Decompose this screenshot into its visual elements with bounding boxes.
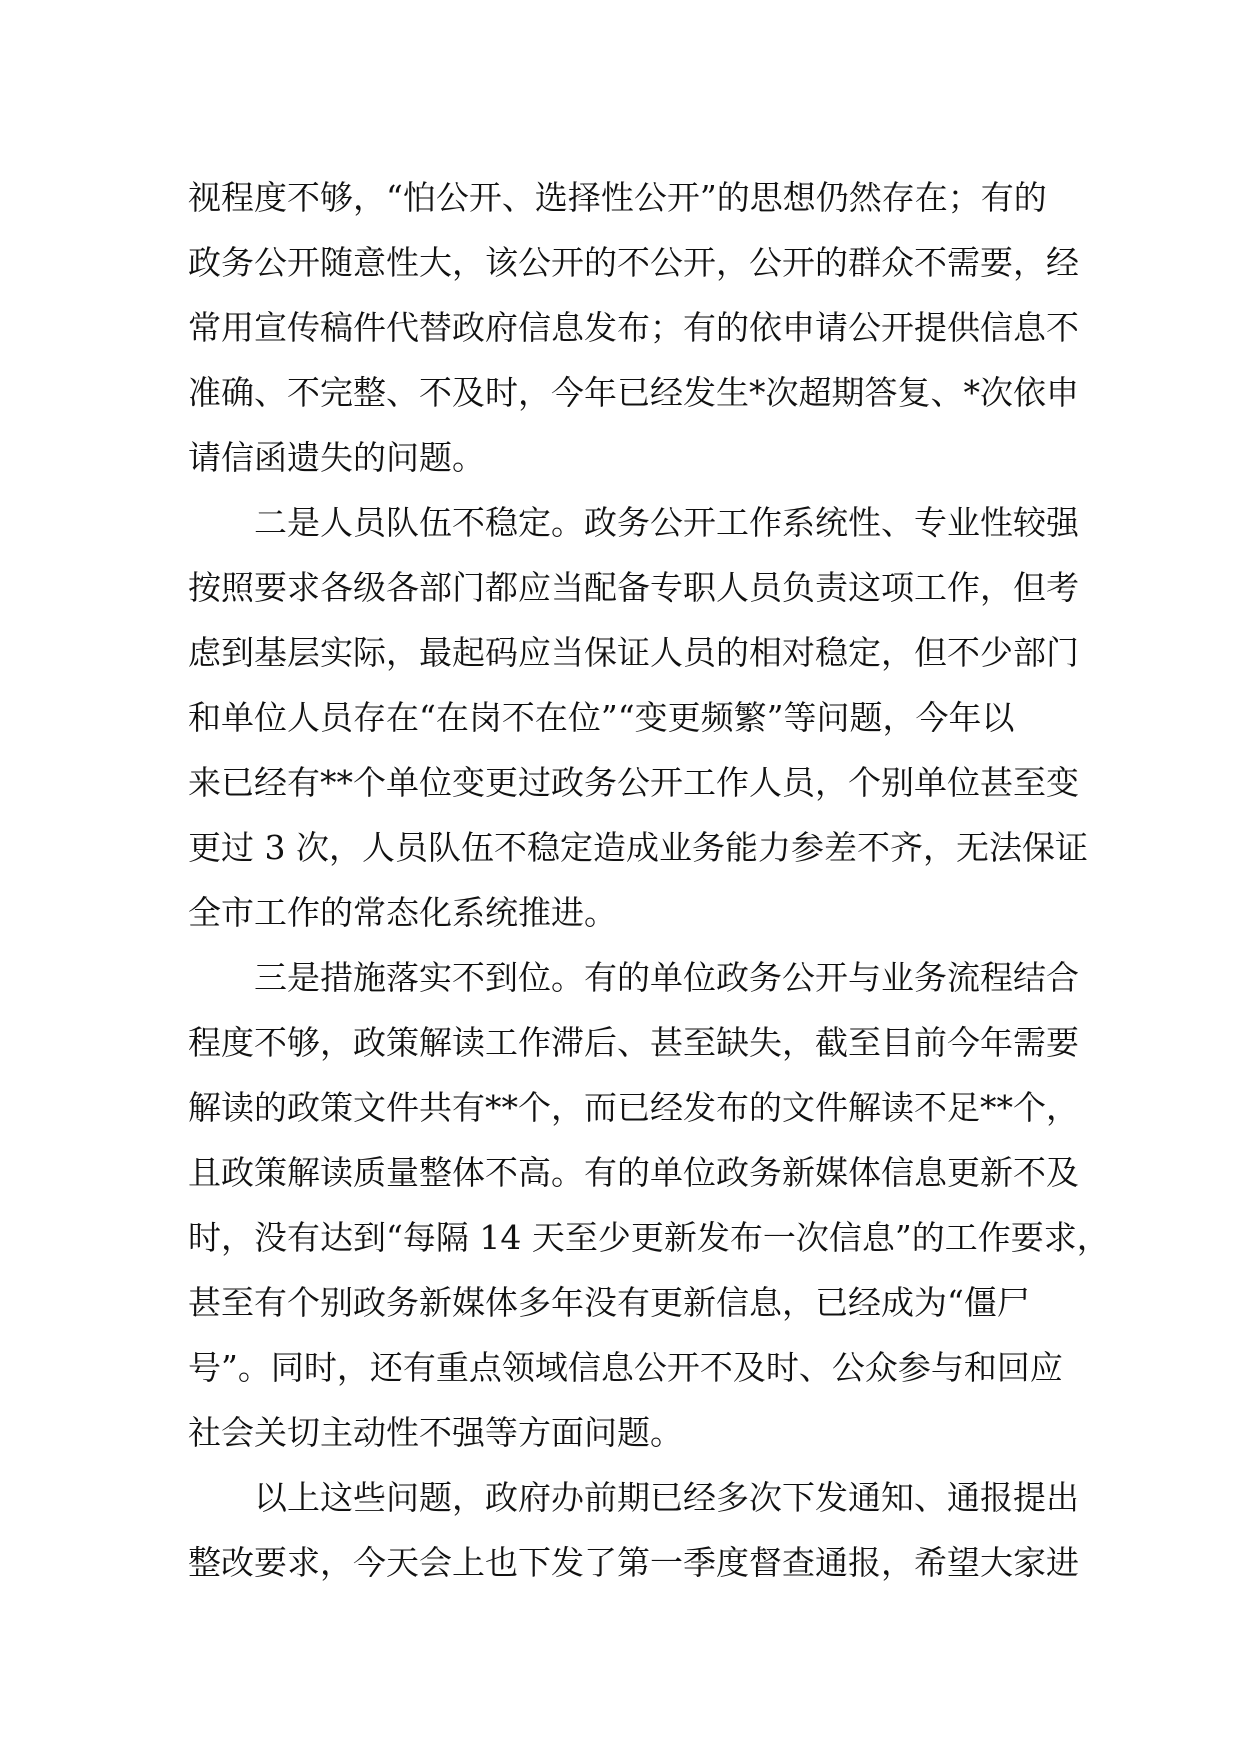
text-line: 虑到基层实际，最起码应当保证人员的相对稳定，但不少部门 bbox=[188, 633, 1079, 672]
text-line: 号”。同时，还有重点领域信息公开不及时、公众参与和回应 bbox=[188, 1348, 1063, 1387]
text-line: 解读的政策文件共有**个，而已经发布的文件解读不足**个， bbox=[188, 1088, 1079, 1127]
text-line: 甚至有个别政务新媒体多年没有更新信息，已经成为“僵尸 bbox=[188, 1283, 1030, 1322]
paragraph-measures-not-implemented bbox=[188, 945, 1110, 1465]
document-body bbox=[188, 165, 1110, 1595]
text-line: 政务公开随意性大，该公开的不公开，公开的群众不需要，经 bbox=[188, 243, 1079, 282]
text-line: 常用宣传稿件代替政府信息发布；有的依申请公开提供信息不 bbox=[188, 308, 1079, 347]
paragraph-personnel-instability bbox=[188, 490, 1088, 945]
text-line: 三是措施落实不到位。有的单位政务公开与业务流程结合 bbox=[188, 958, 1079, 997]
text-line: 准确、不完整、不及时，今年已经发生*次超期答复、*次依申 bbox=[188, 373, 1079, 412]
text-line: 和单位人员存在“在岗不在位”“变更频繁”等问题，今年以 bbox=[188, 698, 1015, 737]
paragraph-summary bbox=[188, 1465, 1088, 1595]
text-line: 请信函遗失的问题。 bbox=[188, 438, 485, 477]
text-line: 二是人员队伍不稳定。政务公开工作系统性、专业性较强 bbox=[188, 503, 1079, 542]
text-line: 社会关切主动性不强等方面问题。 bbox=[188, 1413, 683, 1452]
text-line: 来已经有**个单位变更过政务公开工作人员，个别单位甚至变 bbox=[188, 763, 1079, 802]
text-line: 更过 3 次，人员队伍不稳定造成业务能力参差不齐，无法保证 bbox=[188, 828, 1088, 867]
paragraph-continuation bbox=[188, 165, 1088, 490]
text-line: 全市工作的常态化系统推进。 bbox=[188, 893, 617, 932]
text-line: 按照要求各级各部门都应当配备专职人员负责这项工作，但考 bbox=[188, 568, 1079, 607]
text-line: 视程度不够，“怕公开、选择性公开”的思想仍然存在；有的 bbox=[188, 178, 1047, 217]
text-line: 程度不够，政策解读工作滞后、甚至缺失，截至目前今年需要 bbox=[188, 1023, 1079, 1062]
text-line: 且政策解读质量整体不高。有的单位政务新媒体信息更新不及 bbox=[188, 1153, 1079, 1192]
text-line: 整改要求，今天会上也下发了第一季度督查通报，希望大家进 bbox=[188, 1543, 1079, 1582]
text-line: 时，没有达到“每隔 14 天至少更新发布一次信息”的工作要求， bbox=[188, 1218, 1110, 1257]
text-line: 以上这些问题，政府办前期已经多次下发通知、通报提出 bbox=[188, 1478, 1079, 1517]
